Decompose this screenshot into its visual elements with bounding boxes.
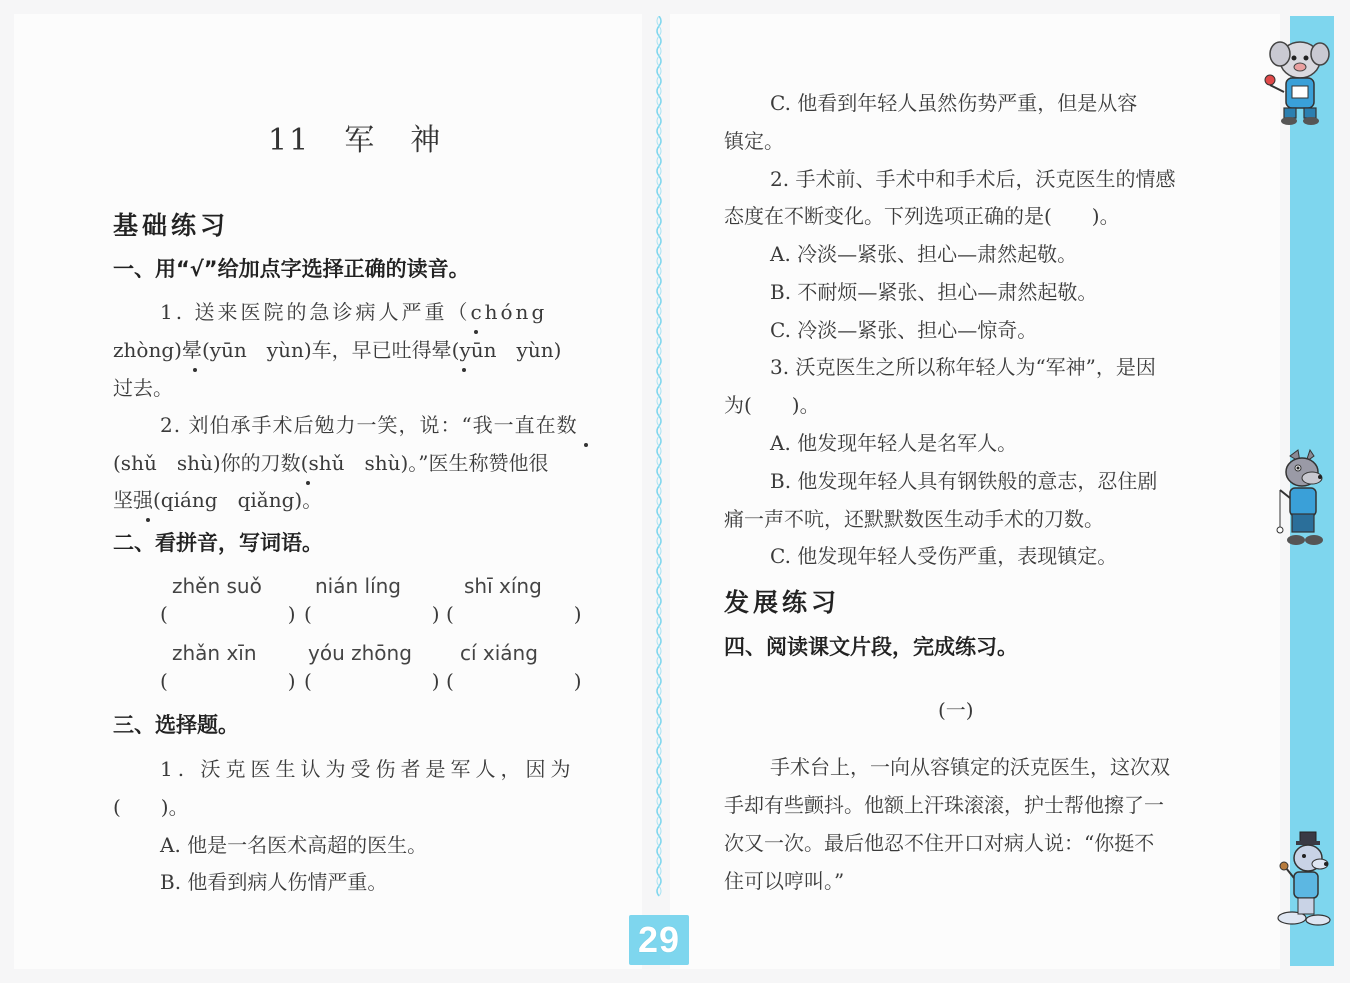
emphasis-dot [474,330,478,334]
answer-blank[interactable]: ( ) [160,602,296,626]
q1-line-6: 坚强(qiáng qiǎng)。 [113,488,323,512]
pinyin-prompt: yóu zhōng [308,641,412,665]
r-line-7: C. 冷淡—紧张、担心—惊奇。 [770,318,1038,342]
r-line-11: B. 他发现年轻人具有钢铁般的意志，忍住剧 [770,469,1158,493]
r-line-12: 痛一声不吭，还默默数医生动手术的刀数。 [724,507,1104,531]
passage-line-2: 手却有些颤抖。他额上汗珠滚滚，护士帮他擦了一 [724,793,1164,817]
answer-blank[interactable]: ( ) [446,602,582,626]
emphasis-dot [193,368,197,372]
lesson-number: 11 [268,123,311,158]
lesson-title-char-1: 军 [344,123,377,158]
r-line-9: 为( )。 [724,393,820,417]
r-line-5: A. 冷淡—紧张、担心—肃然起敬。 [770,242,1078,266]
q1-line-1: 1. 送来医院的急诊病人严重（chóng [160,300,548,324]
r-line-10: A. 他发现年轻人是名军人。 [770,431,1018,455]
r-line-1: C. 他看到年轻人虽然伤势严重，但是从容 [770,91,1138,115]
elephant-mascot-icon [1262,34,1332,126]
r-line-3: 2. 手术前、手术中和手术后，沃克医生的情感 [770,167,1176,191]
section-heading-basic: 基础练习 [113,211,230,240]
q1-line-2: zhòng)晕(yūn yùn)车，早已吐得晕(yūn yùn) [113,338,562,362]
emphasis-dot [146,518,150,522]
left-page [14,14,642,969]
answer-blank[interactable]: ( ) [446,669,582,693]
spine-wave-border [654,16,664,901]
answer-blank[interactable]: ( ) [304,602,440,626]
page-number: 29 [629,915,689,965]
emphasis-dot [584,443,588,447]
q1-line-3: 过去。 [113,376,173,400]
passage-line-4: 住可以哼叫。” [724,869,845,893]
emphasis-dot [462,368,466,372]
answer-blank[interactable]: ( ) [304,669,440,693]
lesson-title [268,123,443,158]
question-2-heading: 二、看拼音，写词语。 [113,531,323,555]
r-line-13: C. 他发现年轻人受伤严重，表现镇定。 [770,544,1118,568]
passage-line-1: 手术台上，一向从容镇定的沃克医生，这次双 [770,755,1170,779]
r-line-6: B. 不耐烦—紧张、担心—肃然起敬。 [770,280,1098,304]
r-line-2: 镇定。 [724,129,784,153]
q3-line-2: ( )。 [113,795,189,819]
q1-line-4: 2. 刘伯承手术后勉力一笑，说：“我一直在数 [160,413,578,437]
emphasis-dot [306,481,310,485]
passage-line-3: 次又一次。最后他忍不住开口对病人说：“你挺不 [724,831,1155,855]
r-line-8: 3. 沃克医生之所以称年轻人为“军神”，是因 [770,355,1156,379]
pinyin-prompt: nián líng [315,574,402,598]
pinyin-prompt: shī xíng [464,574,542,598]
answer-blank[interactable]: ( ) [160,669,296,693]
question-1-heading: 一、用“√”给加点字选择正确的读音。 [113,257,470,281]
q3-option-b: B. 他看到病人伤情严重。 [160,870,388,894]
pinyin-prompt: zhěn suǒ [172,574,262,598]
section-heading-development: 发展练习 [724,588,841,617]
question-3-heading: 三、选择题。 [113,713,239,737]
mouse-mascot-icon [1270,828,1334,930]
q3-option-a: A. 他是一名医术高超的医生。 [160,833,428,857]
q3-line-1: 1. 沃克医生认为受伤者是军人，因为 [160,757,576,781]
passage-part-label: (一) [938,698,974,722]
r-line-4: 态度在不断变化。下列选项正确的是( )。 [724,204,1120,228]
wolf-mascot-icon [1268,448,1334,550]
question-4-heading: 四、阅读课文片段，完成练习。 [724,635,1018,659]
lesson-title-char-2: 神 [410,123,443,158]
pinyin-prompt: zhǎn xīn [172,641,257,665]
pinyin-prompt: cí xiáng [460,641,538,665]
q1-line-5: (shǔ shù)你的刀数(shǔ shù)。”医生称赞他很 [113,451,549,475]
